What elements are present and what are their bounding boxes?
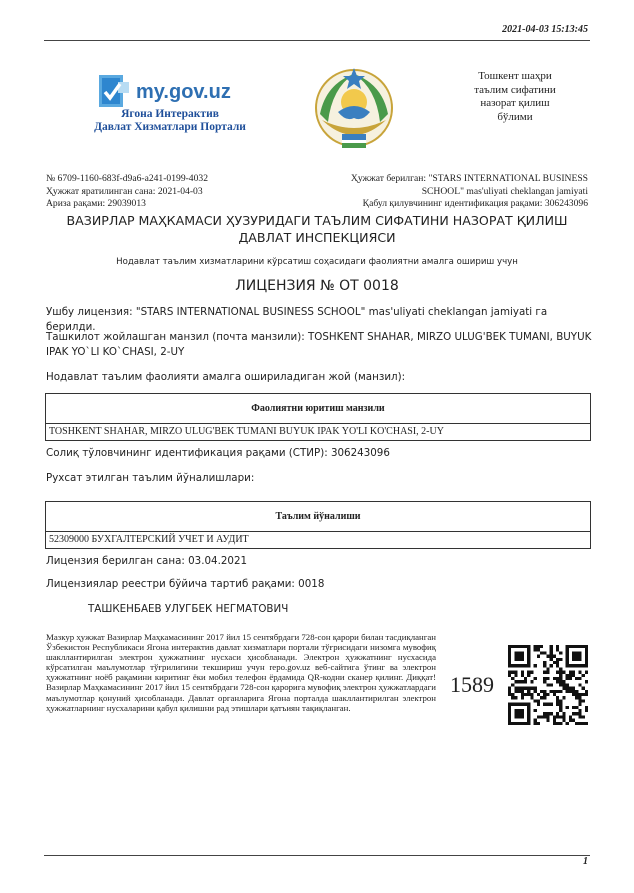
document-number: № 6709-1160-683f-d9a6-a241-0199-4032 <box>46 173 208 184</box>
mygov-checkmark-icon <box>98 74 130 108</box>
document-meta-right <box>318 173 588 211</box>
taxpayer-id: Солиқ тўловчининг идентификация рақами (СТИР): 306243096 <box>46 447 390 459</box>
page-number: 1 <box>583 856 588 867</box>
document-created-date: Ҳужжат яратилинган сана: 2021-04-03 <box>46 185 203 197</box>
portal-name-line2: Давлат Хизматлари Портали <box>94 121 246 133</box>
verification-code: 1589 <box>450 672 494 697</box>
recipient-id: Қабул қилувчининг идентификация рақами: 306243096 <box>362 198 588 209</box>
legal-disclaimer: Мазкур ҳужжат Вазирлар Маҳкамасининг 2017 йил 15 сентябрдаги 728-сон қарори билан тасдиқланган Ўзбекистон Республикаси Ягона интерактив давлат хизматлари портали тўғрисидаги низомга мувофиқ шакллантирилган электрон ҳужжатнинг нусхаси ҳисобланади. Электрон ҳужжатнинг нусхасида кўрсатилган маълумотлар тўғрилигини текшириш учун repo.gov.uz веб-сайтига ўтинг ва электрон ҳужжатнинг ноёб рақамини киритинг ёки мобил телефон ёрдамида QR-кодни сканер қилинг. Диққат! Вазирлар Маҳкамасининг 2017 йил 15 сентябрдаги 728-сон қарорига мувофиқ электрон ҳужжатлардаги маълумотлар қонуний ҳисобланади. Давлат органларига Ягона порталда шакллантирилган электрон ҳужжатларнинг нусхаларини қабул қилишни рад этишлари қатъиян тақиқланган. <box>46 632 436 713</box>
bottom-divider <box>44 855 590 856</box>
activity-place-label: Нодавлат таълим фаолияти амалга ошириладиган жой (манзил): <box>46 371 406 383</box>
signer-name: ТАШКЕНБАЕВ УЛУГБЕК НЕГМАТОВИЧ <box>88 603 289 615</box>
authority-line: Тошкент шаҳри <box>478 70 552 82</box>
authority-line: бўлими <box>497 110 533 123</box>
application-number: Ариза рақами: 29039013 <box>46 198 146 209</box>
mygov-site-name: my.gov.uz <box>136 81 231 103</box>
authority-line: назорат қилиш <box>480 97 550 109</box>
document-meta-left <box>46 173 208 211</box>
top-divider <box>44 40 590 41</box>
registry-number: Лицензиялар реестри бўйича тартиб рақами: 0018 <box>46 578 325 590</box>
inspection-heading: ВАЗИРЛАР МАҲКАМАСИ ҲУЗУРИДАГИ ТАЪЛИМ СИФАТИНИ НАЗОРАТ ҚИЛИШ ДАВЛАТ ИНСПЕКЦИЯСИ <box>66 213 568 245</box>
state-emblem-icon <box>312 64 396 150</box>
activity-address-table <box>45 393 591 441</box>
directions-label: Рухсат этилган таълим йўналишлари: <box>46 472 255 484</box>
issued-to-line2: SCHOOL" mas'uliyati cheklangan jamiyati <box>421 185 588 197</box>
mygov-logo[interactable] <box>70 72 270 134</box>
organization-address: Ташкилот жойлашган манзил (почта манзили): TOSHKENT SHAHAR, MIRZO ULUG'BEK TUMANI, BUYUK IPAK YO`LI KO`CHASI, 2-UY <box>46 331 592 358</box>
table-header: Фаолиятни юритиш манзили <box>45 393 591 424</box>
education-direction-table <box>45 501 591 549</box>
license-issue-date: Лицензия берилган сана: 03.04.2021 <box>46 555 248 567</box>
table-header: Таълим йўналиши <box>45 501 591 532</box>
table-row: 52309000 БУХГАЛТЕРСКИЙ УЧЕТ И АУДИТ <box>45 532 591 549</box>
license-purpose: Нодавлат таълим хизматларини кўрсатиш соҳасидаги фаолиятни амалга ошириш учун <box>116 257 518 267</box>
portal-name-line1: Ягона Интерактив <box>121 108 219 120</box>
qr-code[interactable] <box>508 645 588 725</box>
issuing-authority <box>440 70 590 124</box>
table-row: TOSHKENT SHAHAR, MIRZO ULUG'BEK TUMANI BUYUK IPAK YO'LI KO'CHASI, 2-UY <box>45 424 591 441</box>
document-timestamp: 2021-04-03 15:13:45 <box>502 24 588 35</box>
authority-line: таълим сифатини <box>474 83 556 96</box>
issued-to-line1: Ҳужжат берилган: "STARS INTERNATIONAL BUSINESS <box>350 173 588 184</box>
license-issued-to: Ушбу лицензия: "STARS INTERNATIONAL BUSINESS SCHOOL" mas'uliyati cheklangan jamiyati га берилди. <box>46 306 548 333</box>
license-title: ЛИЦЕНЗИЯ № ОТ 0018 <box>235 278 399 294</box>
